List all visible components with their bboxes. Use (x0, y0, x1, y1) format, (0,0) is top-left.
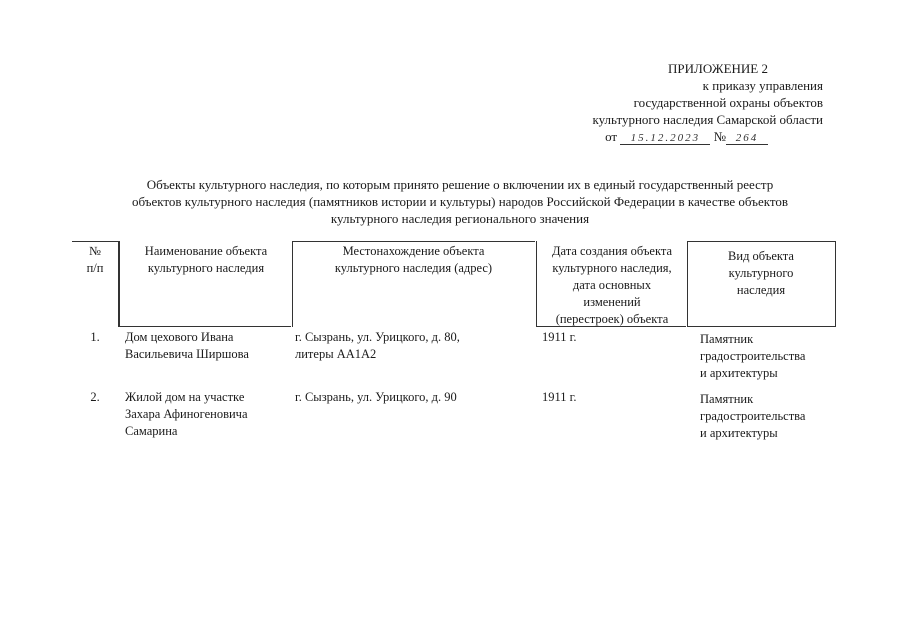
row-date: 1911 г. (542, 330, 577, 344)
appendix-line: государственной охраны объектов (633, 95, 823, 110)
row-number: 2. (90, 390, 100, 404)
row-address: г. Сызрань, ул. Урицкого, д. 80, литеры АА1А2 (295, 330, 460, 361)
title-line: культурного наследия регионального значения (330, 211, 590, 226)
document-title (70, 176, 850, 227)
header-cell-number: № п/п (72, 241, 119, 327)
row-name: Жилой дом на участке Захара Афиногеновича Самарина (125, 390, 248, 438)
appendix-block (523, 60, 823, 145)
row-address: г. Сызрань, ул. Урицкого, д. 90 (295, 390, 457, 404)
title-line: Объекты культурного наследия, по которым принято решение о включении их в единый государственный реестр (146, 177, 774, 192)
appendix-date-line (523, 128, 768, 145)
appendix-line: культурного наследия Самарской области (592, 112, 823, 127)
appendix-heading: ПРИЛОЖЕНИЕ 2 (668, 61, 768, 76)
header-cell-type: Вид объекта культурного наследия (687, 241, 836, 327)
handwritten-number: 264 (726, 132, 768, 145)
table-row (72, 327, 836, 387)
row-type: Памятник градостроительства и архитектуры (700, 392, 806, 440)
handwritten-date: 15.12.2023 (620, 132, 710, 145)
row-date: 1911 г. (542, 390, 577, 404)
header-cell-address: Местонахождение объекта культурного наследия (адрес) (334, 244, 493, 275)
header-cell-date: Дата создания объекта культурного наследия, дата основных изменений (перестроек) объекта (536, 241, 688, 327)
row-type: Памятник градостроительства и архитектуры (700, 332, 806, 380)
appendix-line: к приказу управления (702, 78, 823, 93)
heritage-table (72, 241, 836, 447)
date-prefix: от (605, 129, 618, 144)
table-header (72, 241, 836, 327)
row-number: 1. (90, 330, 100, 344)
title-line: объектов культурного наследия (памятников истории и культуры) народов Российской Федерации в качестве объектов (131, 194, 789, 209)
table-row (72, 387, 836, 447)
row-name: Дом цехового Ивана Васильевича Ширшова (125, 330, 249, 361)
header-cell-name: Наименование объекта культурного наследия (119, 241, 293, 327)
number-prefix: № (713, 129, 726, 144)
